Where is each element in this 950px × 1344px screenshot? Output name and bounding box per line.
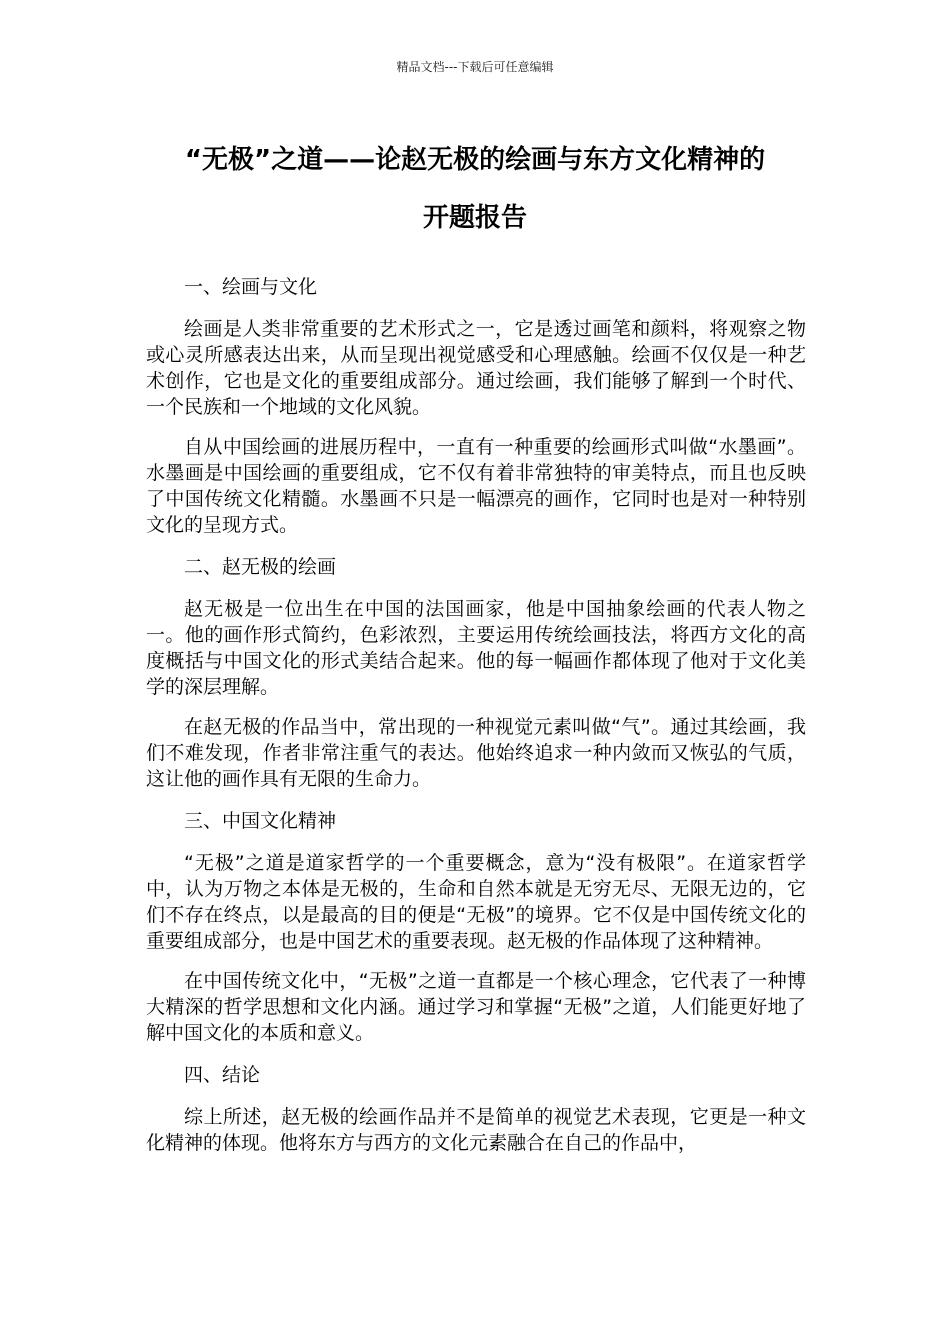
section-heading: 四、结论 (184, 1064, 261, 1086)
paragraph: 赵无极是一位出生在中国的法国画家，他是中国抽象绘画的代表人物之一。他的画作形式简约，色彩浓烈，主要运用传统绘画技法，将西方文化的高度概括与中国文化的形式美结合起来。他的每一幅画作都体现了他对于文化美学的深层理解。 (146, 598, 806, 698)
section-conclusion (146, 1060, 806, 1156)
section-heading: 二、赵无极的绘画 (184, 556, 337, 578)
section-heading: 三、中国文化精神 (184, 810, 337, 832)
document-body (146, 272, 806, 1170)
paragraph: 绘画是人类非常重要的艺术形式之一，它是透过画笔和颜料，将观察之物或心灵所感表达出来，从而呈现出视觉感受和心理感触。绘画不仅仅是一种艺术创作，它也是文化的重要组成部分。通过绘画，我们能够了解到一个时代、一个民族和一个地域的文化风貌。 (146, 318, 806, 418)
document-title-line-1: “无极”之道——论赵无极的绘画与东方文化精神的 (184, 145, 766, 175)
paragraph: 在赵无极的作品当中，常出现的一种视觉元素叫做“气”。通过其绘画，我们不难发现，作者非常注重气的表达。他始终追求一种内敛而又恢弘的气质，这让他的画作具有无限的生命力。 (146, 716, 806, 790)
section-chinese-cultural-spirit (146, 806, 806, 1046)
section-heading: 一、绘画与文化 (184, 276, 318, 298)
paragraph: 在中国传统文化中，“无极”之道一直都是一个核心理念，它代表了一种博大精深的哲学思想和文化内涵。通过学习和掌握“无极”之道，人们能更好地了解中国文化的本质和意义。 (146, 970, 806, 1044)
section-zao-wou-ki-painting (146, 552, 806, 792)
paragraph: “无极”之道是道家哲学的一个重要概念，意为“没有极限”。在道家哲学中，认为万物之本体是无极的，生命和自然本就是无穷无尽、无限无边的，它们不存在终点，以是最高的目的便是“无极”的境界。它不仅是中国传统文化的重要组成部分，也是中国艺术的重要表现。赵无极的作品体现了这种精神。 (146, 852, 806, 952)
paragraph: 综上所述，赵无极的绘画作品并不是简单的视觉艺术表现，它更是一种文化精神的体现。他将东方与西方的文化元素融合在自己的作品中， (146, 1106, 806, 1154)
paragraph: 自从中国绘画的进展历程中，一直有一种重要的绘画形式叫做“水墨画”。水墨画是中国绘画的重要组成，它不仅有着非常独特的审美特点，而且也反映了中国传统文化精髓。水墨画不只是一幅漂亮的画作，它同时也是对一种特别文化的呈现方式。 (146, 436, 806, 536)
document-title-line-2: 开题报告 (422, 203, 527, 233)
section-painting-and-culture (146, 272, 806, 538)
page-header-note: 精品文档---下载后可任意编辑 (396, 60, 554, 74)
